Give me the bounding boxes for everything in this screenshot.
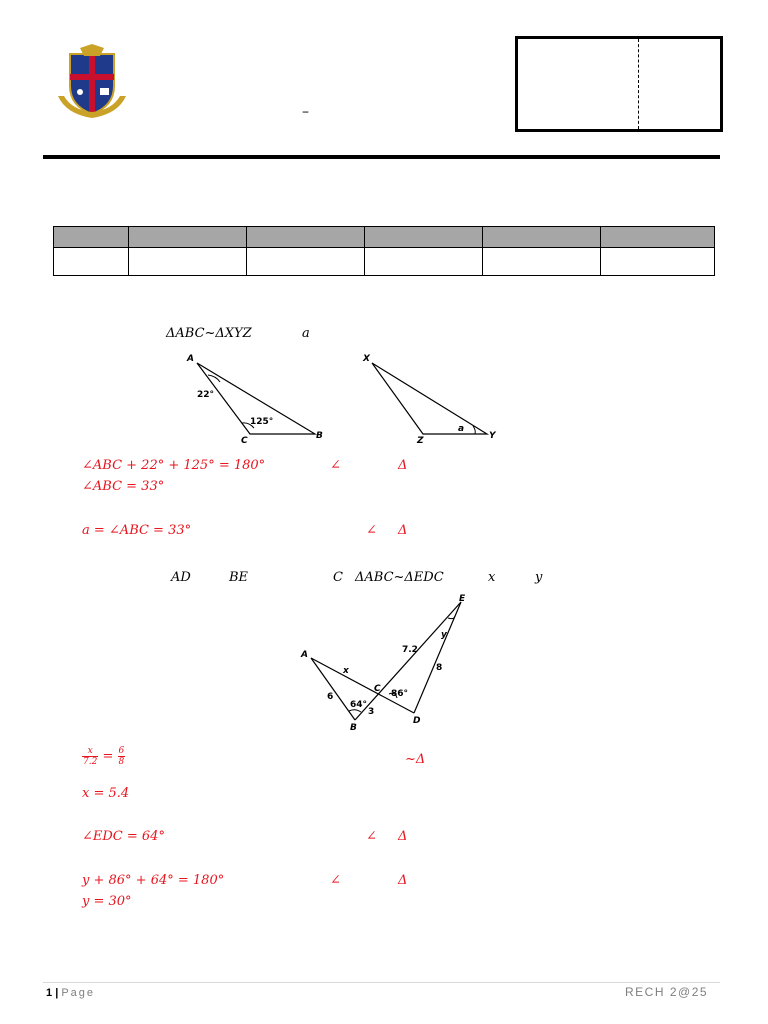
document-code: RECH 2@25: [625, 985, 709, 999]
table-cell: [54, 248, 129, 276]
q2-reason-triangle-2: Δ: [398, 873, 408, 888]
fraction-x-over-7-2: $\frac{x}{7.2}$: [83, 746, 98, 767]
q2-reason-angle: ∠: [366, 829, 377, 844]
label-b: B: [350, 723, 357, 733]
q2-reason-similar: ~Δ: [405, 752, 426, 767]
table-cell: [601, 227, 715, 248]
triangle-xyz: [362, 354, 497, 446]
table-cell: [129, 227, 247, 248]
label-e: E: [459, 594, 466, 604]
marks-table: [53, 226, 715, 276]
q2-triangles-figure: [295, 590, 485, 735]
crossing-triangles: [300, 594, 466, 733]
marks-table-header-row: [54, 227, 715, 248]
table-cell: [601, 248, 715, 276]
q2-answer-sum: y + 86° + 64° = 180°: [82, 873, 225, 888]
angle-c-value: 86°: [391, 689, 409, 699]
side-bc-value: 3: [368, 707, 375, 717]
table-cell: [247, 227, 365, 248]
label-d: D: [413, 716, 421, 726]
q2-reason-angle-2: ∠: [330, 873, 341, 888]
footer-rule: [43, 982, 720, 983]
q1-reason-angle: ∠: [330, 458, 341, 473]
q2-variable-y: y: [535, 570, 543, 585]
header-rule: [43, 155, 720, 159]
table-cell: [129, 248, 247, 276]
q2-similarity-statement: ΔABC~ΔEDC: [355, 570, 444, 585]
angle-a-value: 22°: [197, 390, 215, 400]
footer-separator: |: [55, 987, 59, 999]
q1-similarity-statement: ΔABC~ΔXYZ: [166, 326, 252, 341]
q1-triangles-figure: [180, 350, 510, 450]
q2-answer-y: y = 30°: [82, 894, 132, 909]
table-cell: [483, 227, 601, 248]
table-cell: [247, 248, 365, 276]
angle-y-label: y: [441, 630, 447, 640]
q2-answer-edc: ∠EDC = 64°: [82, 829, 165, 844]
triangle-abc: [186, 354, 323, 446]
side-ab-value: 6: [327, 692, 334, 702]
angle-a-label: a: [458, 424, 465, 434]
marks-table-body-row: [54, 248, 715, 276]
q2-segment-ad: AD: [171, 570, 191, 585]
side-ce-value: 7.2: [402, 645, 418, 655]
label-y: Y: [489, 431, 496, 441]
score-box-divider: [638, 39, 639, 129]
q1-answer-line-1: ∠ABC + 22° + 125° = 180°: [82, 458, 266, 473]
q2-proportion: $\frac{x}{7.2}$ = $\frac{6}{8}$: [83, 746, 125, 767]
q2-reason-triangle: Δ: [398, 829, 408, 844]
label-a: A: [301, 650, 308, 660]
school-crest-logo: [56, 44, 128, 120]
label-x: X: [363, 354, 370, 364]
label-c: C: [241, 436, 248, 446]
table-cell: [54, 227, 129, 248]
q1-unknown-variable: a: [302, 326, 310, 341]
q2-variable-x: x: [488, 570, 496, 585]
q1-reason-triangle: Δ: [398, 458, 408, 473]
table-cell: [365, 248, 483, 276]
table-cell: [365, 227, 483, 248]
q1-answer-line-2: ∠ABC = 33°: [82, 479, 165, 494]
angle-b-value: 64°: [350, 700, 368, 710]
q1-reason-triangle-2: Δ: [398, 523, 408, 538]
angle-c-value: 125°: [250, 417, 274, 427]
side-ed-value: 8: [436, 663, 443, 673]
q2-segment-be: BE: [229, 570, 249, 585]
label-b: B: [316, 431, 323, 441]
page-word: Page: [61, 987, 96, 999]
label-a: A: [187, 354, 194, 364]
page-number: 1: [46, 987, 53, 999]
label-z: Z: [417, 436, 424, 446]
page-footer: [46, 987, 95, 999]
q2-point-c: C: [333, 570, 343, 585]
q2-answer-x: x = 5.4: [82, 786, 130, 801]
score-box: [515, 36, 723, 132]
q1-reason-angle-2: ∠: [366, 523, 377, 538]
subtitle-dash: –: [302, 104, 309, 120]
table-cell: [483, 248, 601, 276]
fraction-6-over-8: $\frac{6}{8}$: [118, 746, 125, 767]
label-c: C: [374, 684, 381, 694]
q1-answer-line-3: a = ∠ABC = 33°: [82, 523, 192, 538]
side-x-label: x: [343, 666, 349, 676]
